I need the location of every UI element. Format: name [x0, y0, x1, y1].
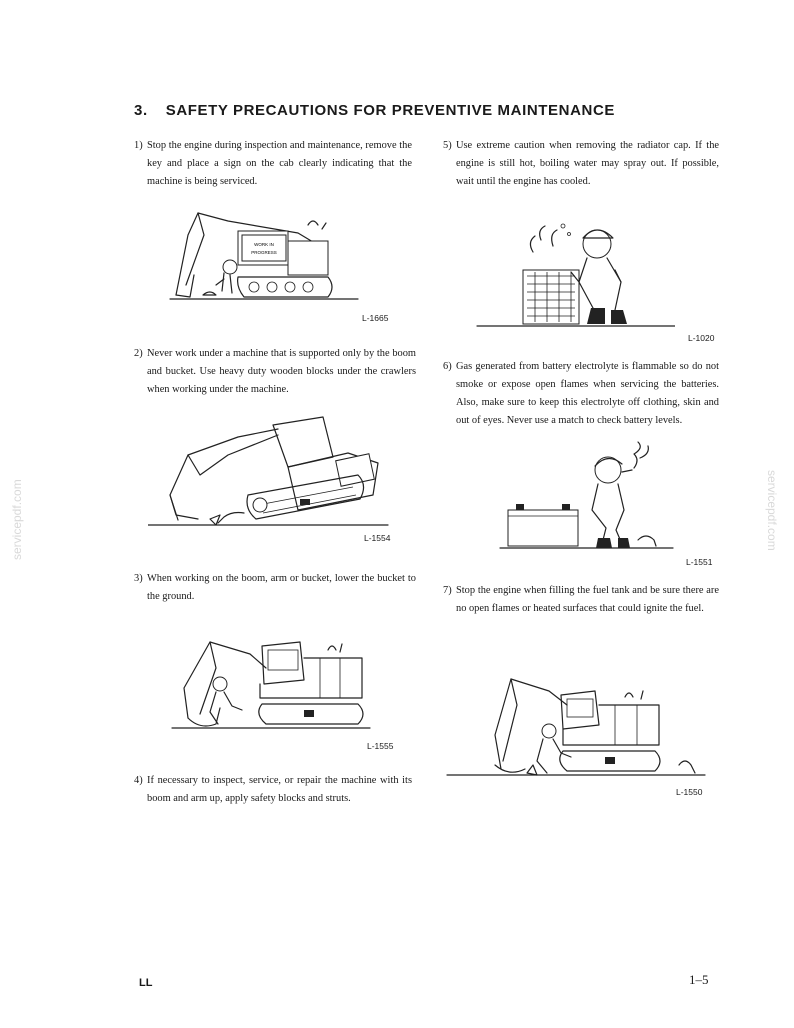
page-number: 1–5 [689, 972, 709, 987]
figure-code: L-1554 [364, 533, 391, 543]
item-number: 5) [443, 140, 452, 151]
watermark-right: servicepdf.com [765, 470, 779, 551]
item-number: 7) [443, 585, 452, 596]
figure-lowered-bucket [170, 628, 380, 733]
item-number: 6) [443, 361, 452, 372]
footer-mark: LL [139, 977, 153, 989]
sign-line: WORK IN [254, 242, 274, 247]
precaution-item-4 [134, 772, 412, 808]
section-title: SAFETY PRECAUTIONS FOR PREVENTIVE MAINTENANCE [165, 102, 615, 119]
figure-code: L-1555 [367, 741, 394, 751]
svg-text:PROGRESS: PROGRESS [251, 250, 277, 255]
watermark-left: servicepdf.com [10, 479, 24, 560]
precaution-item-6 [443, 358, 719, 430]
item-text: Stop the engine when filling the fuel tank and be sure there are no open flames or heated surfaces that could ignite the fuel. [456, 585, 719, 614]
item-text: When working on the boom, arm or bucket, lower the bucket to the ground. [147, 573, 416, 602]
section-heading [134, 102, 615, 119]
item-number: 2) [134, 348, 143, 359]
item-text: Gas generated from battery electrolyte is flammable so do not smoke or expose open flames when servicing the batteries. Also, make sure to keep this electrolyte off clothing, skin and out of eyes. Never use a match to check battery levels. [456, 361, 719, 426]
figure-code: L-1020 [688, 333, 715, 343]
figure-code: L-1551 [686, 557, 713, 567]
item-text: If necessary to inspect, service, or repair the machine with its boom and arm up, apply safety blocks and struts. [147, 775, 412, 804]
precaution-item-2 [134, 345, 416, 399]
section-number: 3. [134, 102, 148, 119]
figure-code: L-1550 [676, 787, 703, 797]
precaution-item-5 [443, 137, 719, 191]
precaution-item-1 [134, 137, 412, 191]
item-number: 4) [134, 775, 143, 786]
figure-radiator-cap [475, 212, 675, 332]
figure-wooden-blocks [148, 415, 398, 530]
item-number: 1) [134, 140, 143, 151]
item-number: 3) [134, 573, 143, 584]
figure-battery-smoking [498, 440, 698, 552]
item-text: Stop the engine during inspection and maintenance, remove the key and place a sign on the cab clearly indicating that the machine is being serviced. [147, 140, 412, 187]
precaution-item-7 [443, 582, 719, 618]
figure-stop-engine-sign [168, 205, 398, 305]
figure-fuel-tank [445, 665, 715, 781]
figure-code: L-1665 [362, 313, 389, 323]
item-text: Never work under a machine that is supported only by the boom and bucket. Use heavy duty wooden blocks under the crawlers when working under the machine. [147, 348, 416, 395]
precaution-item-3 [134, 570, 416, 606]
item-text: Use extreme caution when removing the radiator cap. If the engine is still hot, boiling water may spray out. If possible, wait until the engine has cooled. [456, 140, 719, 187]
